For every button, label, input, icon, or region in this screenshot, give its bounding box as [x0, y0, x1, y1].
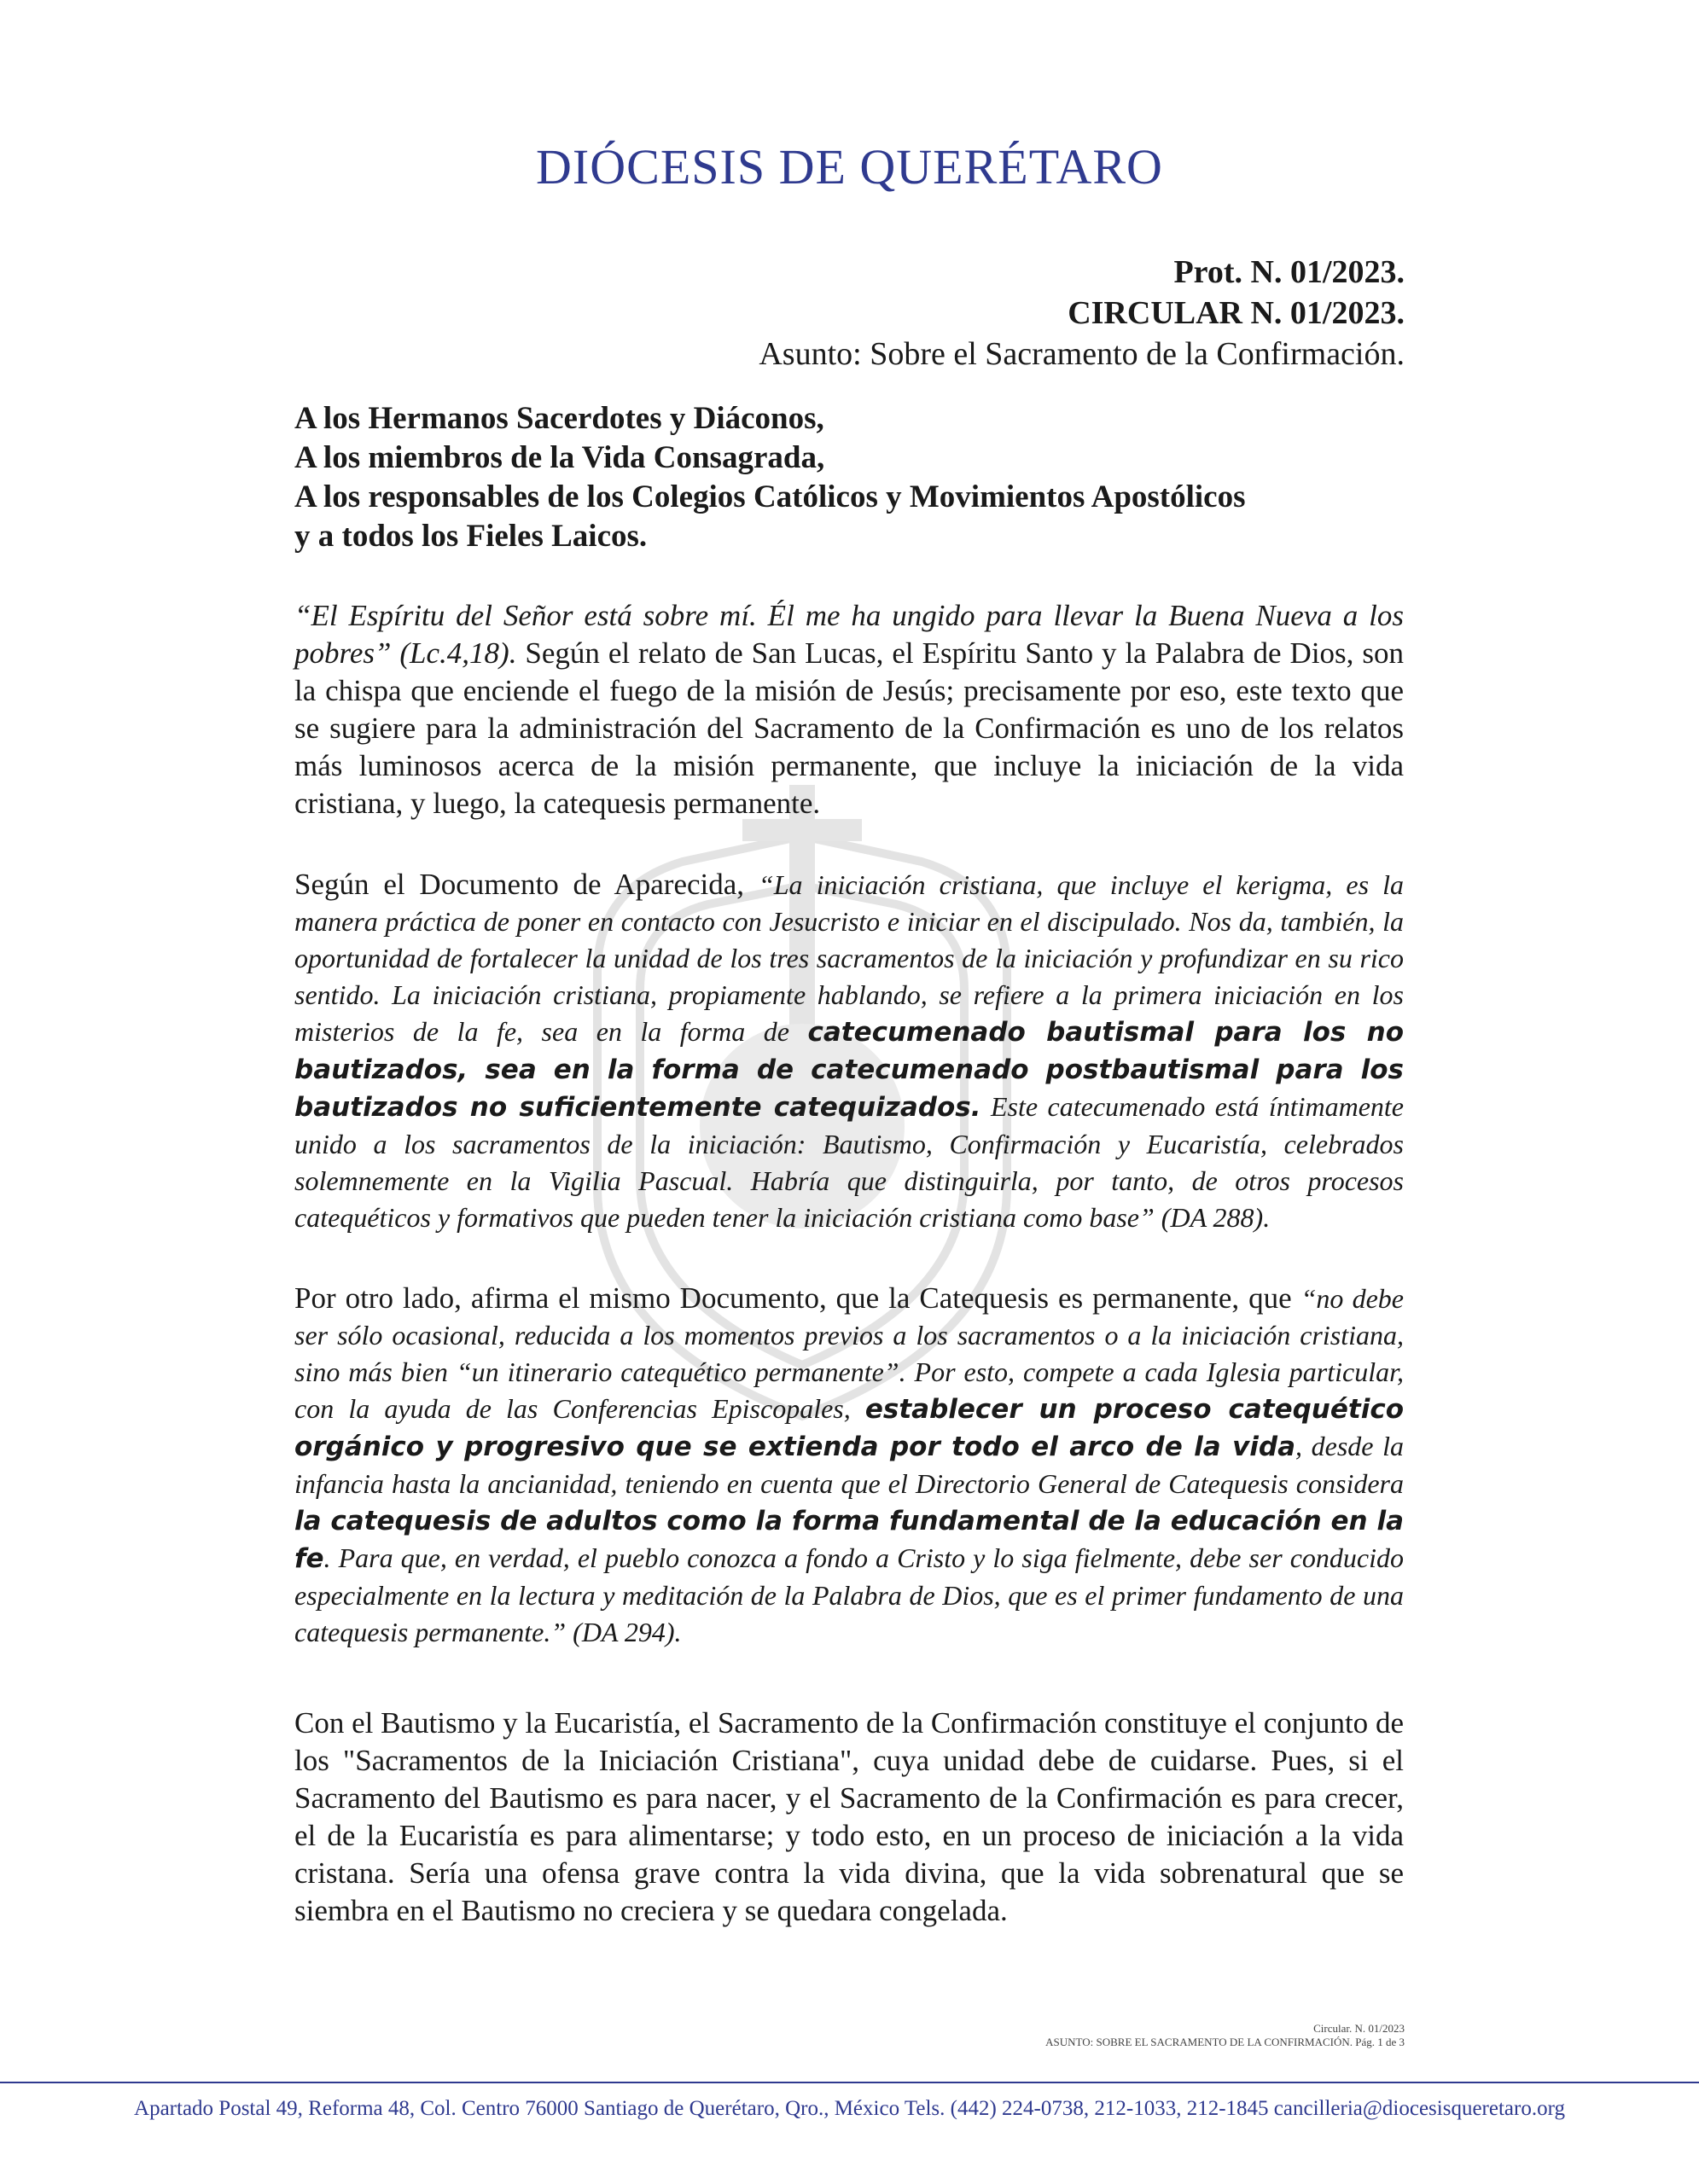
page-note [1045, 2022, 1405, 2049]
footer-divider [0, 2082, 1699, 2083]
aparecida-quote: . Para que, en verdad, el pueblo conozca a fondo a Cristo y lo siga fielmente, debe ser conducido especialmente en la lectura y meditación de la Palabra de Dios, que es el primer fundamento de una catequesis permanente.” (DA 294). [294, 1542, 1404, 1647]
diocese-title: DIÓCESIS DE QUERÉTARO [536, 139, 1163, 195]
addressee-line: A los Hermanos Sacerdotes y Diáconos, [294, 401, 824, 436]
addressees-block [294, 399, 1421, 556]
footer-contact: Apartado Postal 49, Reforma 48, Col. Centro 76000 Santiago de Querétaro, Qro., México Tels. (442) 224-0738, 212-1033, 212-1845 cancilleria@diocesisqueretaro.org [134, 2097, 1565, 2120]
aparecida-quote: “La iniciación cristiana, que incluye el kerigma, es la manera práctica de poner en contacto con Jesucristo e iniciar en el discipulado. Nos da, también, la oportunidad de fortalecer la unidad de los tres sacramentos de la iniciación y profundizar en su rico sentido. La iniciación cristiana, propiamente hablando, se refiere a la primera iniciación en los misterios de la fe, sea en la forma de [294, 869, 1405, 1047]
aparecida-quote: , desde la infancia hasta la ancianidad, teniendo en cuenta que el Directorio General de Catequesis considera [294, 1431, 1405, 1499]
paragraph-1 [294, 597, 1404, 822]
page-note-circular: Circular. N. 01/2023 [1313, 2022, 1405, 2035]
paragraph-lead: Por otro lado, afirma el mismo Documento, que la Catequesis es permanente, que [294, 1281, 1301, 1315]
aparecida-quote: Este catecumenado está íntimamente unido a los sacramentos de la iniciación: Bautismo, Confirmación y Eucaristía, celebrados solemnemente en la Vigilia Pascual. Habría que distinguirla, por tanto, de otros procesos catequéticos y formativos que pueden tener la iniciación cristiana como base” (DA 288). [294, 1091, 1404, 1233]
paragraph-3 [294, 1280, 1404, 1651]
paragraph-text: Según el relato de San Lucas, el Espíritu Santo y la Palabra de Dios, son la chispa que enciende el fuego de la misión de Jesús; precisamente por eso, este texto que se sugiere para la administración del Sacramento de la Confirmación es uno de los relatos más luminosos acerca de la misión permanente, que incluye la iniciación de la vida cristiana, y luego, la catequesis permanente. [294, 636, 1404, 820]
subject-line: Asunto: Sobre el Sacramento de la Confirmación. [759, 336, 1405, 372]
protocol-number: Prot. N. 01/2023. [1173, 254, 1405, 290]
addressee-line: A los miembros de la Vida Consagrada, [294, 440, 825, 475]
aparecida-quote: “no debe ser sólo ocasional, reducida a los momentos previos a los sacramentos o a la iniciación cristiana, sino más bien “un itinerario catequético permanente”. Por esto, compete a cada Iglesia particular, con la ayuda de las Conferencias Episcopales, [294, 1283, 1405, 1424]
highlighted-text: catecumenado bautismal para los no bautizados, sea en la forma de catecumenado postbautismal para los bautizados no suficientemente catequizados. [294, 1017, 1404, 1123]
scripture-quote: “El Espíritu del Señor está sobre mí. Él me ha ungido para llevar la Buena Nueva a los pobres” (Lc.4,18). [294, 599, 1404, 670]
circular-number: CIRCULAR N. 01/2023. [1068, 295, 1405, 331]
page-note-subject: ASUNTO: SOBRE EL SACRAMENTO DE LA CONFIRMACIÓN. Pág. 1 de 3 [1045, 2036, 1405, 2048]
addressee-line: y a todos los Fieles Laicos. [294, 519, 648, 554]
paragraph-2 [294, 866, 1404, 1236]
protocol-block [759, 252, 1405, 375]
paragraph-4: Con el Bautismo y la Eucaristía, el Sacramento de la Confirmación constituye el conjunto de los "Sacramentos de la Iniciación Cristiana", cuya unidad debe de cuidarse. Pues, si el Sacramento del Bautismo es para nacer, y el Sacramento de la Confirmación es para crecer, el de la Eucaristía es para alimentarse; y todo esto, en un proceso de iniciación a la vida cristana. Sería una ofensa grave contra la vida divina, que la vida sobrenatural que se siembra en el Bautismo no creciera y se quedara congelada. [294, 1706, 1404, 1927]
highlighted-text: establecer un proceso catequético orgánico y progresivo que se extienda por todo el arco de la vida [294, 1394, 1405, 1462]
addressee-line: A los responsables de los Colegios Católicos y Movimientos Apostólicos [294, 479, 1246, 514]
paragraph-lead: Según el Documento de Aparecida, [294, 868, 759, 901]
highlighted-text: la catequesis de adultos como la forma fundamental de la educación en la fe [294, 1506, 1404, 1574]
